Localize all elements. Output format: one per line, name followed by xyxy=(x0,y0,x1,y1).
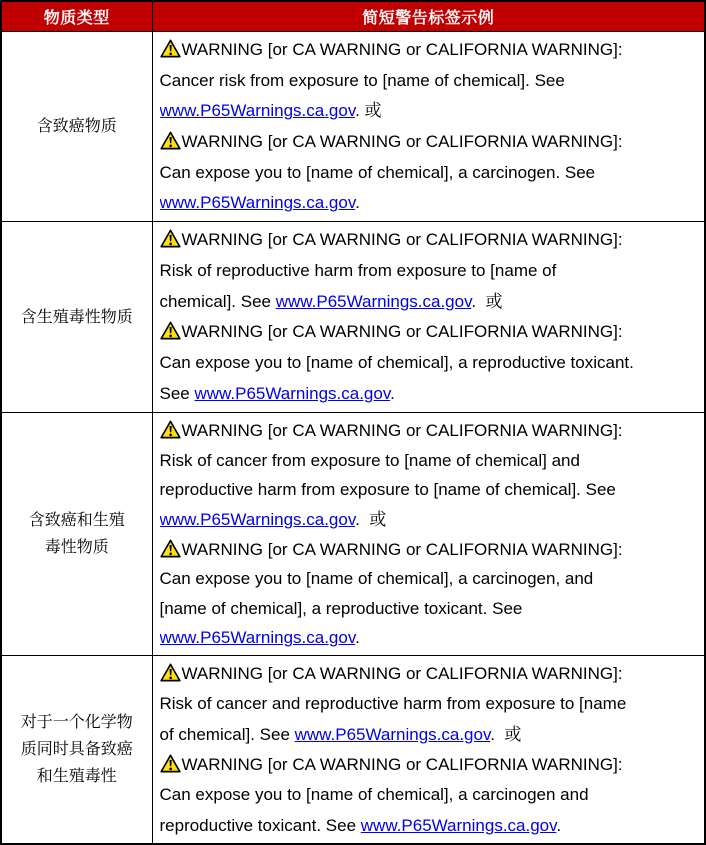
warning-triangle-icon xyxy=(160,750,181,780)
warning-text-line xyxy=(160,317,701,348)
warning-text-line xyxy=(160,623,701,653)
warning-text: . 或 xyxy=(355,509,387,529)
substance-type-cell xyxy=(1,32,152,222)
p65-warnings-link[interactable]: www.P65Warnings.ca.gov xyxy=(294,724,491,744)
substance-type-label: 含致癌物质 xyxy=(36,118,117,135)
substance-type-cell xyxy=(1,656,152,844)
warning-text: . xyxy=(355,628,360,648)
p65-warnings-link[interactable]: www.P65Warnings.ca.gov xyxy=(159,509,356,529)
substance-type-label: 含致癌和生殖 xyxy=(28,512,125,529)
warning-text: WARNING [or CA WARNING or CALIFORNIA WARNING]: xyxy=(181,40,623,59)
warning-text: Risk of cancer from exposure to [name of chemical] and xyxy=(159,450,580,470)
header-substance-type: 物质类型 xyxy=(1,1,152,32)
p65-warnings-link[interactable]: www.P65Warnings.ca.gov xyxy=(360,815,557,835)
p65-warnings-link[interactable]: www.P65Warnings.ca.gov xyxy=(275,291,472,311)
substance-type-label: 质同时具备致癌 xyxy=(20,740,133,758)
warning-text-line xyxy=(160,564,701,594)
header-label-example: 简短警告标签示例 xyxy=(152,1,705,32)
warning-example-cell xyxy=(152,413,705,656)
warning-text-line xyxy=(160,158,701,189)
p65-warnings-link[interactable]: www.P65Warnings.ca.gov xyxy=(159,193,356,213)
warning-text: . xyxy=(355,193,360,213)
warning-text: WARNING [or CA WARNING or CALIFORNIA WARNING]: xyxy=(181,230,623,249)
warning-text-line xyxy=(160,505,701,535)
warning-text: . 或 xyxy=(490,724,522,744)
warning-text: [name of chemical], a reproductive toxicant. See xyxy=(159,598,523,618)
warning-text-line xyxy=(160,535,701,565)
warning-text-line xyxy=(160,720,701,750)
table-row xyxy=(1,222,705,413)
warning-text: . 或 xyxy=(355,101,382,121)
warning-triangle-icon xyxy=(160,225,181,256)
warning-text: WARNING [or CA WARNING or CALIFORNIA WARNING]: xyxy=(181,421,623,440)
warning-triangle-icon xyxy=(160,35,181,66)
warning-text: WARNING [or CA WARNING or CALIFORNIA WARNING]: xyxy=(181,754,623,774)
warning-example-cell xyxy=(152,222,705,413)
warning-text: WARNING [or CA WARNING or CALIFORNIA WARNING]: xyxy=(181,132,623,152)
p65-warnings-link[interactable]: www.P65Warnings.ca.gov xyxy=(159,101,356,121)
warning-text-line xyxy=(160,66,701,97)
warning-text-line xyxy=(160,594,701,624)
warning-text-line xyxy=(160,188,701,219)
warning-text-line xyxy=(160,96,701,127)
substance-type-cell xyxy=(1,222,152,413)
p65-warnings-link[interactable]: www.P65Warnings.ca.gov xyxy=(159,628,356,648)
warning-text-line xyxy=(160,780,701,810)
warning-text: WARNING [or CA WARNING or CALIFORNIA WARNING]: xyxy=(181,539,623,559)
warning-text-line xyxy=(160,475,701,505)
warning-text: . 或 xyxy=(471,291,503,311)
substance-type-label: 含生殖毒性物质 xyxy=(20,308,133,326)
warning-example-cell xyxy=(152,32,705,222)
warning-text-line xyxy=(160,416,701,446)
warning-example-cell xyxy=(152,656,705,844)
warning-text-line xyxy=(160,287,701,318)
warning-text: Risk of reproductive harm from exposure to [name of xyxy=(159,260,557,280)
warning-text: Can expose you to [name of chemical], a reproductive toxicant. xyxy=(159,353,634,373)
warning-text-line xyxy=(160,811,701,841)
substance-type-label: 对于一个化学物 xyxy=(20,713,133,731)
substance-type-label: 和生殖毒性 xyxy=(36,767,117,785)
warning-triangle-icon xyxy=(160,127,181,158)
warning-text: Risk of cancer and reproductive harm from exposure to [name xyxy=(159,694,627,714)
table-row xyxy=(1,32,705,222)
warning-text-line xyxy=(160,659,701,689)
table-body xyxy=(1,32,705,844)
warning-text: Can expose you to [name of chemical], a carcinogen and xyxy=(159,785,589,805)
warning-text: . xyxy=(556,815,562,835)
table-row xyxy=(1,656,705,844)
warning-text: Can expose you to [name of chemical], a carcinogen. See xyxy=(159,162,596,182)
warning-text: chemical]. See xyxy=(159,291,276,311)
warning-text-line xyxy=(160,35,701,66)
warning-text-line xyxy=(160,750,701,780)
warning-text-line xyxy=(160,256,701,287)
p65-warnings-link[interactable]: www.P65Warnings.ca.gov xyxy=(194,384,391,404)
warning-triangle-icon xyxy=(160,416,181,446)
warning-text-line xyxy=(160,446,701,476)
substance-type-cell xyxy=(1,413,152,656)
table-row xyxy=(1,413,705,656)
warning-text: WARNING [or CA WARNING or CALIFORNIA WARNING]: xyxy=(181,664,623,683)
warning-text: Cancer risk from exposure to [name of chemical]. See xyxy=(159,70,565,90)
warning-text-line xyxy=(160,127,701,158)
warning-text: Can expose you to [name of chemical], a carcinogen, and xyxy=(159,569,594,589)
warning-text-line xyxy=(160,225,701,256)
warning-text-line xyxy=(160,689,701,719)
warning-text: of chemical]. See xyxy=(159,724,295,744)
warning-text: WARNING [or CA WARNING or CALIFORNIA WARNING]: xyxy=(181,322,623,342)
warning-triangle-icon xyxy=(160,659,181,689)
warning-text-line xyxy=(160,348,701,379)
warning-text: reproductive harm from exposure to [name of chemical]. See xyxy=(159,480,616,500)
substance-type-label: 毒性物质 xyxy=(44,539,109,556)
warning-triangle-icon xyxy=(160,317,181,348)
warning-text: reproductive toxicant. See xyxy=(159,815,361,835)
warning-triangle-icon xyxy=(160,535,181,565)
warning-text: . xyxy=(390,384,395,404)
warning-text: See xyxy=(159,384,195,404)
table-header-row xyxy=(1,1,705,32)
warning-text-line xyxy=(160,379,701,410)
